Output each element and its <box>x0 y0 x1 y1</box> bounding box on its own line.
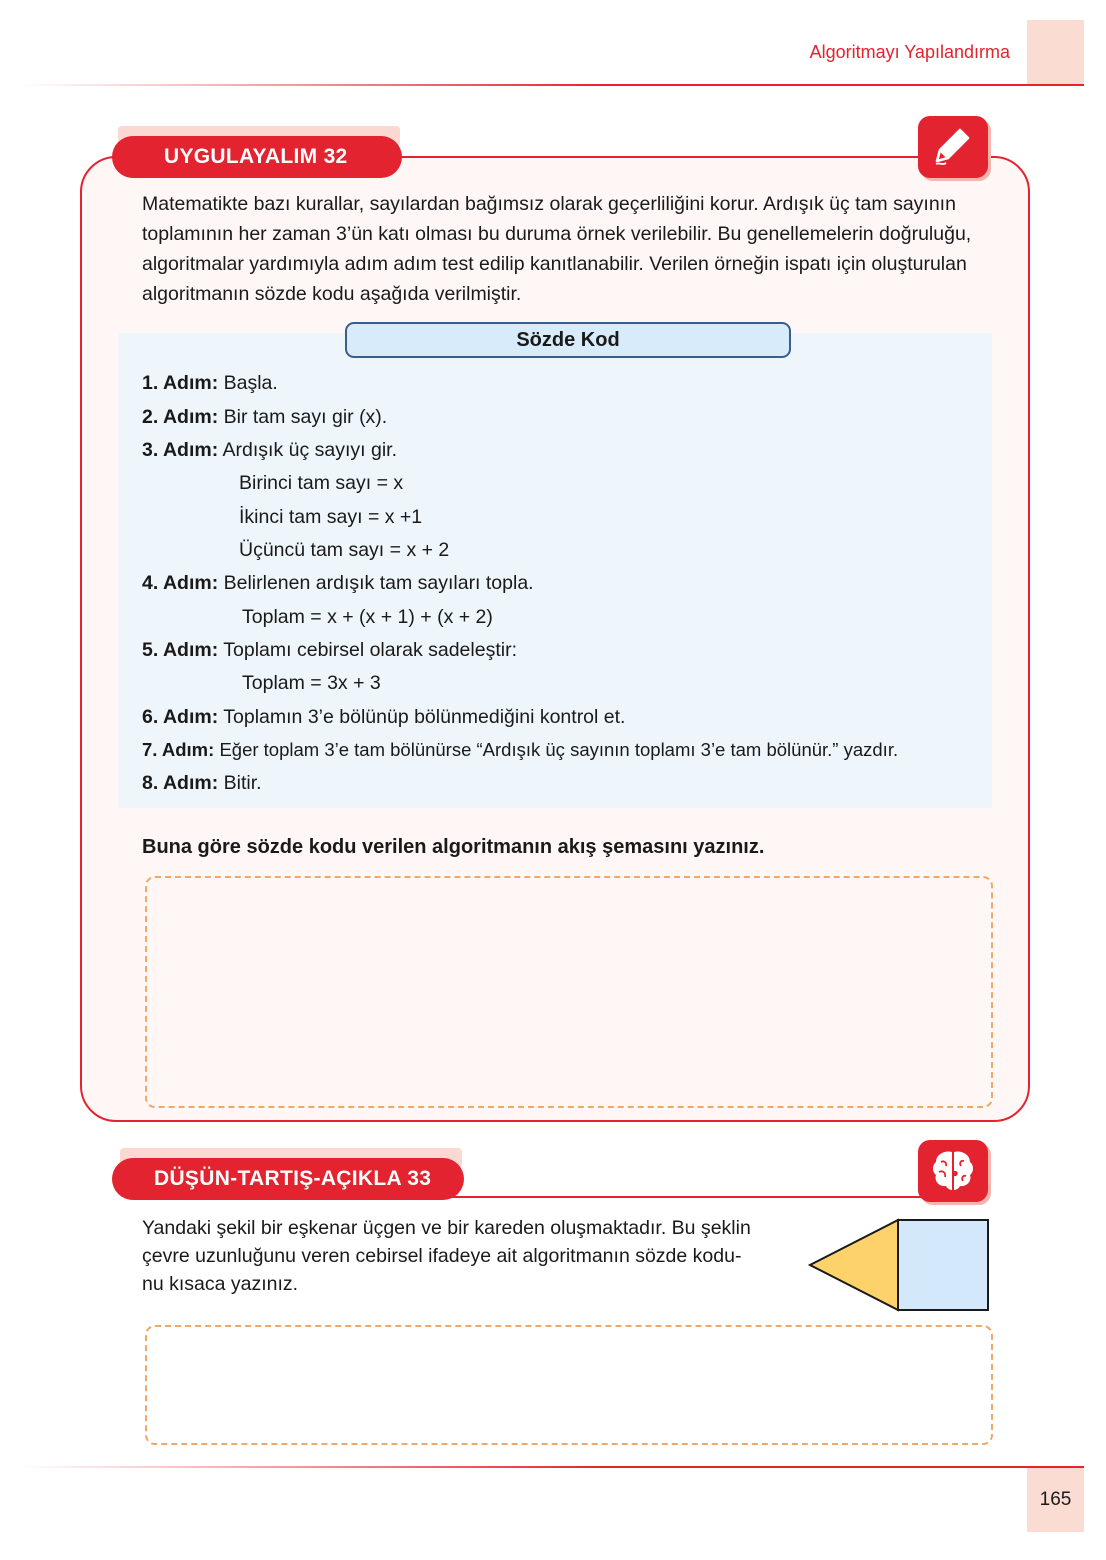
pseudo-substep: Birinci tam sayı = x <box>239 472 404 494</box>
pseudo-step <box>142 639 517 662</box>
square <box>898 1220 988 1310</box>
step-label: 6. Adım: <box>142 706 219 728</box>
step-text: Bir tam sayı gir (x). <box>223 406 388 428</box>
intro-line: algoritmalar yardımıyla adım adım test edilip kanıtlanabilir. Verilen örneğin ispatı için oluşturulan <box>142 253 967 275</box>
step-label: 2. Adım: <box>142 406 219 428</box>
pseudo-code-title: Sözde Kod <box>345 322 791 358</box>
page-number: 165 <box>1027 1468 1084 1532</box>
text-line: nu kısaca yazınız. <box>142 1273 299 1295</box>
step-text: Toplamın 3’e bölünüp bölünmediğini kontrol et. <box>223 706 626 728</box>
brain-puzzle-icon <box>918 1140 988 1202</box>
intro-line: Matematikte bazı kurallar, sayılardan bağımsız olarak geçerliliğini korur. Ardışık üç tam sayının <box>142 193 956 215</box>
activity-32-intro <box>142 189 993 309</box>
step-text: Toplamı cebirsel olarak sadeleştir: <box>223 639 517 661</box>
pseudo-code-panel <box>118 333 992 808</box>
section-title: Algoritmayı Yapılandırma <box>809 42 1010 62</box>
header-divider <box>20 84 1084 86</box>
step-label: 1. Adım: <box>142 372 219 394</box>
header-corner-tab <box>1027 20 1084 84</box>
pseudo-step <box>142 372 278 395</box>
text-line: Yandaki şekil bir eşkenar üçgen ve bir kareden oluşmaktadır. Bu şeklin <box>142 1217 751 1239</box>
pseudo-step <box>142 439 397 462</box>
ribbon-line <box>400 156 920 158</box>
step-label: 5. Adım: <box>142 639 219 661</box>
answer-area-pseudocode[interactable] <box>145 1325 993 1445</box>
intro-line: algoritmanın sözde kodu aşağıda verilmiştir. <box>142 283 522 305</box>
pencil-icon <box>918 116 988 178</box>
step-label: 7. Adım: <box>142 739 215 760</box>
step-text: Başla. <box>223 372 278 394</box>
pseudo-substep: Toplam = 3x + 3 <box>242 672 381 694</box>
triangle-square-figure <box>800 1212 996 1316</box>
step-text: Belirlenen ardışık tam sayıları topla. <box>223 572 534 594</box>
step-text: Ardışık üç sayıyı gir. <box>222 439 398 461</box>
pseudo-step <box>142 706 625 729</box>
step-text: Eğer toplam 3’e tam bölünürse “Ardışık üç sayının toplamı 3’e tam bölünür.” yazdır. <box>219 739 899 760</box>
activity-32-label: UYGULAYALIM 32 <box>112 136 402 178</box>
ribbon-line <box>380 1196 990 1198</box>
activity-33-text <box>142 1214 786 1298</box>
pseudo-step <box>142 739 898 761</box>
step-label: 3. Adım: <box>142 439 219 461</box>
answer-area-flowchart[interactable] <box>145 876 993 1108</box>
pseudo-substep: Toplam = x + (x + 1) + (x + 2) <box>242 606 493 628</box>
pseudo-step <box>142 572 534 595</box>
equilateral-triangle <box>810 1220 898 1310</box>
pseudo-step <box>142 406 387 429</box>
pseudo-substep: İkinci tam sayı = x +1 <box>239 506 423 528</box>
text-line: çevre uzunluğunu veren cebirsel ifadeye ait algoritmanın sözde kodu- <box>142 1245 742 1267</box>
step-text: Bitir. <box>223 772 262 794</box>
step-label: 4. Adım: <box>142 572 219 594</box>
step-label: 8. Adım: <box>142 772 219 794</box>
pseudo-substep: Üçüncü tam sayı = x + 2 <box>239 539 450 561</box>
footer-divider <box>20 1466 1084 1468</box>
pseudo-step <box>142 772 262 795</box>
intro-line: toplamının her zaman 3’ün katı olması bu duruma örnek verilebilir. Bu genellemelerin doğruluğu, <box>142 223 972 245</box>
activity-33-label: DÜŞÜN-TARTIŞ-AÇIKLA 33 <box>112 1158 464 1200</box>
activity-32-question: Buna göre sözde kodu verilen algoritmanın akış şemasını yazınız. <box>142 836 765 858</box>
